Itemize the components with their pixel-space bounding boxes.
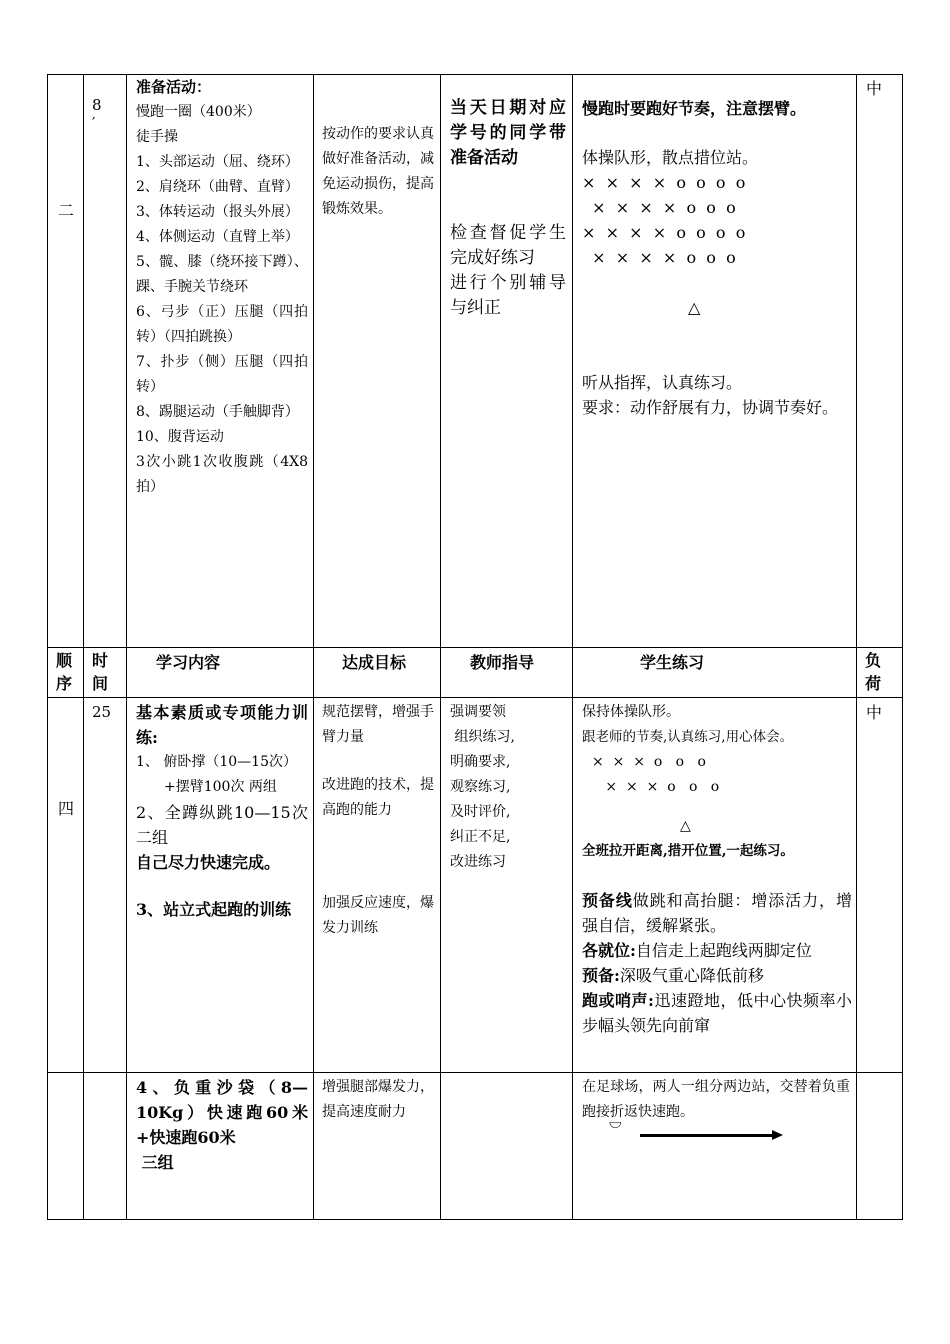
content-line: 三组: [136, 1153, 174, 1172]
step-label: 预备线: [582, 891, 633, 910]
header-goal: 达成目标: [342, 653, 407, 672]
teacher-text: 纠正不足,: [450, 829, 511, 845]
student-text: 听从指挥，认真练习。: [582, 373, 743, 392]
content-line: 4、负重沙袋（8—10Kg）快速跑60米+快速跑60米: [136, 1078, 308, 1147]
content-title: 基本素质或专项能力训练:: [136, 703, 308, 747]
goal-text: 规范摆臂，增强手臂力量: [322, 704, 434, 745]
content-line: 2、全蹲纵跳10—15次 二组: [136, 803, 308, 847]
student-cell: [582, 96, 852, 420]
teacher-cell: [450, 96, 566, 321]
student-text: 跟老师的节奏,认真练习,用心体会。: [582, 729, 794, 745]
seq-cell: [50, 198, 82, 223]
content-cell: [136, 1075, 308, 1175]
header-load: 负荷: [865, 651, 882, 693]
content-cell: [136, 75, 308, 500]
seq-cell: [50, 796, 82, 821]
student-cell: [582, 700, 852, 1038]
time-cell: [92, 700, 111, 725]
student-text: 要求：动作舒展有力，协调节奏好。: [582, 398, 839, 417]
formation-row: × × × o o o: [592, 754, 706, 770]
seq-value: 四: [57, 799, 74, 818]
teacher-text: 检查督促学生完成好练习: [450, 223, 566, 268]
content-line: 5、髋、膝（绕环接下蹲）、踝、手腕关节绕环: [136, 254, 308, 295]
content-line: 自己尽力快速完成。: [136, 853, 281, 872]
step-text: 迅速蹬地，低中心快频率小步幅头领先向前窜: [582, 991, 852, 1035]
student-text: 保持体操队形。: [582, 704, 680, 720]
load-cell: [866, 700, 882, 725]
teacher-cell: [450, 700, 566, 875]
teacher-text: 及时评价,: [450, 804, 511, 820]
formation-label: 体操队形，散点措位站。: [582, 148, 759, 167]
step-text: 自信走上起跑线两脚定位: [635, 941, 812, 960]
content-line: 6、弓步（正）压腿（四拍转）（四拍跳换）: [136, 304, 308, 345]
time-value: 25: [92, 703, 112, 721]
formation-row: × × × × o o o: [582, 248, 736, 267]
formation-row: × × × × o o o o: [582, 173, 746, 192]
teacher-text: 改进练习: [450, 854, 506, 870]
step-label: 跑或哨声:: [582, 991, 654, 1010]
teacher-text: 进行个别辅导与纠正: [450, 273, 566, 318]
teacher-text: 组织练习,: [450, 729, 515, 745]
content-line: 8、踢腿运动（手触脚背）: [136, 404, 299, 420]
arrow-head-icon: [772, 1130, 783, 1140]
content-line: 3、体转运动（报头外展）: [136, 204, 299, 220]
time-mark: ′: [92, 114, 96, 132]
formation-row: × × × × o o o o: [582, 223, 746, 242]
seq-value: 二: [57, 201, 74, 220]
time-value: 8: [92, 96, 102, 114]
runner-icon: [609, 1118, 622, 1136]
teacher-text: 强调要领: [450, 704, 506, 720]
student-note: 全班拉开距离,措开位置,一起练习。: [582, 843, 794, 859]
goal-cell: [322, 122, 434, 222]
content-line: 10、腹背运动: [136, 429, 224, 445]
content-line: 徒手操: [136, 129, 178, 145]
content-title: 准备活动：: [136, 78, 212, 96]
goal-text: 按动作的要求认真做好准备活动，减免运动损伤，提高锻炼效果。: [322, 126, 434, 217]
teacher-triangle-icon: △: [688, 298, 701, 317]
load-value: 中: [866, 79, 883, 98]
step-label: 预备:: [582, 966, 620, 985]
formation-row: × × × o o o: [592, 779, 720, 795]
header-teacher: 教师指导: [470, 653, 535, 672]
table-border: [47, 697, 903, 698]
content-line: 3次小跳1次收腹跳（4X8拍）: [136, 454, 308, 495]
table-border: [47, 647, 903, 648]
goal-cell: [322, 700, 434, 941]
header-time: 时间: [92, 651, 109, 693]
goal-text: 改进跑的技术，提高跑的能力: [322, 777, 434, 818]
content-line: 4、体侧运动（直臂上举）: [136, 229, 299, 245]
run-direction-arrow: [640, 1134, 773, 1137]
content-line: +摆臂100次 两组: [164, 779, 277, 795]
teacher-text: 明确要求,: [450, 754, 511, 770]
student-cell: [582, 1075, 850, 1125]
time-cell: [92, 96, 122, 132]
content-line: 1、 俯卧撑（10—15次）: [136, 754, 297, 770]
formation-row: × × × × o o o: [582, 198, 736, 217]
header-content: 学习内容: [156, 653, 221, 672]
teacher-bold: 当天日期对应学号的同学带准备活动: [450, 98, 566, 168]
student-text: 在足球场，两人一组分两边站，交替着负重跑接折返快速跑。: [582, 1079, 850, 1120]
goal-text: 增强腿部爆发力，提高速度耐力: [322, 1079, 434, 1120]
content-line: 1、头部运动（屈、绕环）: [136, 154, 299, 170]
step-label: 各就位:: [582, 941, 636, 960]
header-student: 学生练习: [640, 653, 705, 672]
goal-cell: [322, 1075, 434, 1125]
table-border: [47, 1219, 903, 1220]
teacher-triangle-icon: △: [680, 818, 691, 834]
content-line: 2、肩绕环（曲臂、直臂）: [136, 179, 299, 195]
step-text: 做跳和高抬腿：增添活力，增强自信，缓解紧张。: [582, 891, 852, 935]
content-cell: [136, 700, 308, 922]
table-border: [47, 1072, 903, 1073]
runner-glyph: ⌓: [609, 1118, 622, 1137]
load-value: 中: [866, 703, 883, 722]
goal-text: 加强反应速度，爆发力训练: [322, 895, 434, 936]
content-line: 3、站立式起跑的训练: [136, 900, 292, 919]
content-line: 7、扑步（侧）压腿（四拍转）: [136, 354, 308, 395]
content-line: 慢跑一圈（400米）: [136, 104, 261, 120]
teacher-text: 观察练习,: [450, 779, 511, 795]
step-text: 深吸气重心降低前移: [619, 966, 764, 985]
student-bold: 慢跑时要跑好节奏，注意摆臂。: [582, 99, 807, 118]
header-seq: 顺序: [56, 651, 73, 693]
load-cell: [866, 76, 896, 101]
